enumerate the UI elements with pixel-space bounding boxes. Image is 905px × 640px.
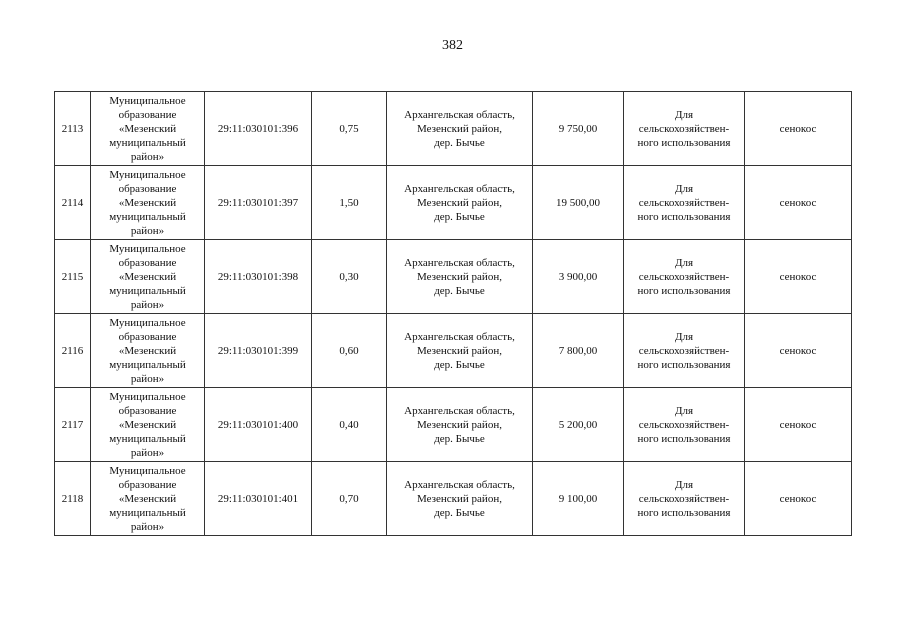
table-body bbox=[55, 92, 852, 536]
owner-line: Муниципальное bbox=[109, 168, 186, 181]
owner-line: район» bbox=[130, 372, 165, 385]
purpose-cell bbox=[624, 240, 745, 314]
area-cell: 0,60 bbox=[312, 314, 387, 388]
row-number-cell: 2115 bbox=[55, 240, 91, 314]
location-cell bbox=[387, 92, 533, 166]
owner-line: район» bbox=[130, 520, 165, 533]
owner-line: Муниципальное bbox=[109, 316, 186, 329]
row-number-cell: 2118 bbox=[55, 462, 91, 536]
location-line: Мезенский район, bbox=[417, 492, 502, 505]
page-number: 382 bbox=[442, 38, 463, 53]
usage-cell: сенокос bbox=[745, 462, 852, 536]
owner-line: образование bbox=[118, 404, 177, 417]
usage-cell: сенокос bbox=[745, 388, 852, 462]
owner-line: муниципальный bbox=[109, 210, 186, 223]
usage-cell: сенокос bbox=[745, 92, 852, 166]
purpose-line: ного использования bbox=[637, 210, 731, 223]
owner-line: район» bbox=[130, 446, 165, 459]
usage-cell: сенокос bbox=[745, 240, 852, 314]
owner-line: муниципальный bbox=[109, 358, 186, 371]
purpose-line: сельскохозяйствен- bbox=[638, 196, 730, 209]
location-line: Архангельская область, bbox=[404, 330, 515, 343]
purpose-line: Для bbox=[674, 182, 694, 195]
location-cell bbox=[387, 388, 533, 462]
owner-line: Муниципальное bbox=[109, 94, 186, 107]
value-cell: 9 100,00 bbox=[533, 462, 624, 536]
location-cell bbox=[387, 240, 533, 314]
owner-line: «Мезенский bbox=[118, 270, 177, 283]
cadastral-number-cell: 29:11:030101:399 bbox=[205, 314, 312, 388]
value-cell: 9 750,00 bbox=[533, 92, 624, 166]
purpose-line: сельскохозяйствен- bbox=[638, 418, 730, 431]
owner-line: Муниципальное bbox=[109, 464, 186, 477]
owner-line: муниципальный bbox=[109, 284, 186, 297]
purpose-line: ного использования bbox=[637, 136, 731, 149]
table-row bbox=[55, 462, 852, 536]
owner-cell bbox=[91, 388, 205, 462]
value-cell: 3 900,00 bbox=[533, 240, 624, 314]
location-line: дер. Бычье bbox=[434, 136, 485, 149]
table-row bbox=[55, 314, 852, 388]
owner-line: Муниципальное bbox=[109, 242, 186, 255]
purpose-cell bbox=[624, 314, 745, 388]
owner-line: образование bbox=[118, 256, 177, 269]
owner-line: район» bbox=[130, 298, 165, 311]
location-line: Мезенский район, bbox=[417, 418, 502, 431]
location-line: дер. Бычье bbox=[434, 284, 485, 297]
location-line: Архангельская область, bbox=[404, 404, 515, 417]
area-cell: 1,50 bbox=[312, 166, 387, 240]
area-cell: 0,75 bbox=[312, 92, 387, 166]
purpose-cell bbox=[624, 462, 745, 536]
cadastral-number-cell: 29:11:030101:398 bbox=[205, 240, 312, 314]
owner-line: «Мезенский bbox=[118, 492, 177, 505]
location-line: Архангельская область, bbox=[404, 256, 515, 269]
location-cell bbox=[387, 166, 533, 240]
owner-line: образование bbox=[118, 182, 177, 195]
owner-line: муниципальный bbox=[109, 432, 186, 445]
location-line: Мезенский район, bbox=[417, 344, 502, 357]
row-number-cell: 2116 bbox=[55, 314, 91, 388]
row-number-cell: 2114 bbox=[55, 166, 91, 240]
purpose-line: Для bbox=[674, 108, 694, 121]
cadastral-number-cell: 29:11:030101:397 bbox=[205, 166, 312, 240]
purpose-line: Для bbox=[674, 330, 694, 343]
purpose-cell bbox=[624, 92, 745, 166]
owner-line: муниципальный bbox=[109, 136, 186, 149]
location-line: дер. Бычье bbox=[434, 506, 485, 519]
row-number-cell: 2113 bbox=[55, 92, 91, 166]
owner-cell bbox=[91, 314, 205, 388]
owner-line: образование bbox=[118, 478, 177, 491]
purpose-line: сельскохозяйствен- bbox=[638, 344, 730, 357]
purpose-line: Для bbox=[674, 256, 694, 269]
row-number-cell: 2117 bbox=[55, 388, 91, 462]
location-line: Архангельская область, bbox=[404, 108, 515, 121]
location-line: Архангельская область, bbox=[404, 478, 515, 491]
owner-cell bbox=[91, 92, 205, 166]
area-cell: 0,70 bbox=[312, 462, 387, 536]
owner-line: Муниципальное bbox=[109, 390, 186, 403]
owner-cell bbox=[91, 462, 205, 536]
purpose-line: ного использования bbox=[637, 284, 731, 297]
owner-line: «Мезенский bbox=[118, 196, 177, 209]
purpose-line: Для bbox=[674, 404, 694, 417]
purpose-line: сельскохозяйствен- bbox=[638, 122, 730, 135]
purpose-line: сельскохозяйствен- bbox=[638, 270, 730, 283]
location-line: Архангельская область, bbox=[404, 182, 515, 195]
cadastral-number-cell: 29:11:030101:400 bbox=[205, 388, 312, 462]
location-cell bbox=[387, 314, 533, 388]
value-cell: 5 200,00 bbox=[533, 388, 624, 462]
owner-line: район» bbox=[130, 224, 165, 237]
purpose-cell bbox=[624, 166, 745, 240]
land-plot-table bbox=[54, 91, 852, 536]
usage-cell: сенокос bbox=[745, 166, 852, 240]
area-cell: 0,30 bbox=[312, 240, 387, 314]
table-row bbox=[55, 166, 852, 240]
cadastral-number-cell: 29:11:030101:396 bbox=[205, 92, 312, 166]
purpose-line: ного использования bbox=[637, 432, 731, 445]
table-row bbox=[55, 388, 852, 462]
location-line: Мезенский район, bbox=[417, 196, 502, 209]
purpose-cell bbox=[624, 388, 745, 462]
owner-line: район» bbox=[130, 150, 165, 163]
table-row bbox=[55, 240, 852, 314]
owner-cell bbox=[91, 166, 205, 240]
owner-line: муниципальный bbox=[109, 506, 186, 519]
purpose-line: сельскохозяйствен- bbox=[638, 492, 730, 505]
owner-line: «Мезенский bbox=[118, 122, 177, 135]
purpose-line: Для bbox=[674, 478, 694, 491]
location-line: Мезенский район, bbox=[417, 122, 502, 135]
value-cell: 19 500,00 bbox=[533, 166, 624, 240]
owner-cell bbox=[91, 240, 205, 314]
area-cell: 0,40 bbox=[312, 388, 387, 462]
owner-line: «Мезенский bbox=[118, 344, 177, 357]
location-line: Мезенский район, bbox=[417, 270, 502, 283]
owner-line: «Мезенский bbox=[118, 418, 177, 431]
purpose-line: ного использования bbox=[637, 358, 731, 371]
owner-line: образование bbox=[118, 108, 177, 121]
table-row bbox=[55, 92, 852, 166]
cadastral-number-cell: 29:11:030101:401 bbox=[205, 462, 312, 536]
owner-line: образование bbox=[118, 330, 177, 343]
location-cell bbox=[387, 462, 533, 536]
location-line: дер. Бычье bbox=[434, 432, 485, 445]
purpose-line: ного использования bbox=[637, 506, 731, 519]
value-cell: 7 800,00 bbox=[533, 314, 624, 388]
location-line: дер. Бычье bbox=[434, 210, 485, 223]
usage-cell: сенокос bbox=[745, 314, 852, 388]
location-line: дер. Бычье bbox=[434, 358, 485, 371]
